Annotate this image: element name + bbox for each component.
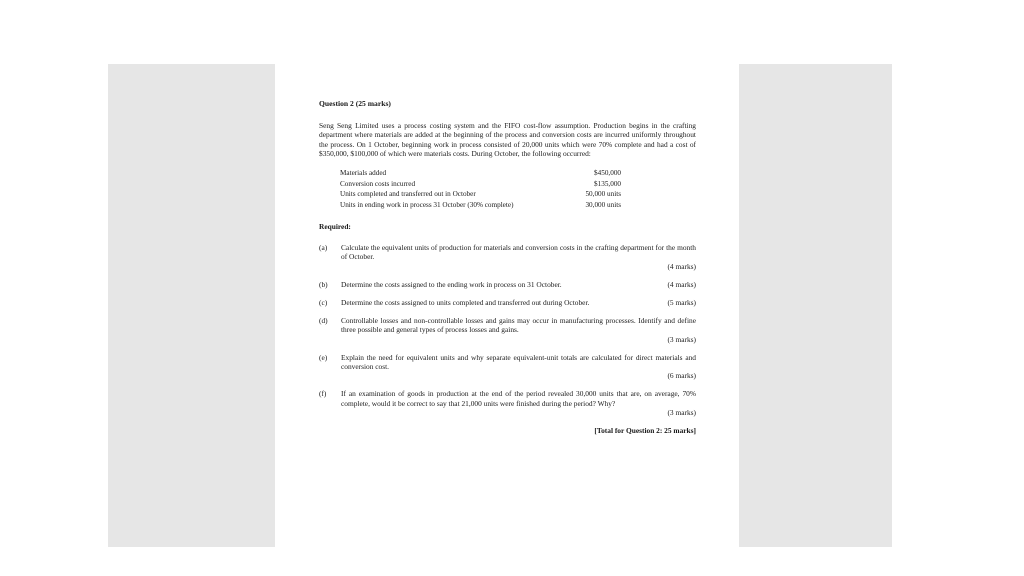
part-text: Calculate the equivalent units of production for materials and conversion costs in the crafting department for the month of October. (341, 243, 696, 262)
part-marks: (5 marks) (667, 298, 696, 308)
table-row (340, 179, 621, 190)
row-label: Conversion costs incurred (340, 179, 416, 188)
row-label: Materials added (340, 169, 387, 178)
part-a (319, 243, 696, 271)
table-row (340, 168, 621, 179)
part-d (319, 316, 696, 344)
part-text: Explain the need for equivalent units and why separate equivalent-unit totals are calculated for direct materials and conversion cost. (341, 352, 696, 372)
table-row (340, 200, 621, 211)
question-intro: Seng Seng Limited uses a process costing system and the FIFO cost-flow assumption. Production begins in the crafting department where materials are added at the beginning of the process and conversion costs are incurred uniformly throughout the process. On 1 October, beginning work in process consisted of 20,000 units which were 70% complete and had a cost of $350,000, $100,000 of which were materials costs. During October, the following occurred: (319, 121, 696, 158)
part-e (319, 353, 696, 381)
part-f (319, 389, 696, 417)
cost-data-table (340, 168, 621, 210)
part-marks: (3 marks) (667, 334, 696, 344)
part-marks: (4 marks) (667, 261, 696, 271)
question-total: [Total for Question 2: 25 marks] (594, 426, 696, 436)
document-page (275, 64, 739, 547)
part-marks: (3 marks) (667, 407, 696, 417)
question-title: Question 2 (25 marks) (319, 99, 391, 108)
row-value: 30,000 units (585, 200, 621, 209)
row-label: Units completed and transferred out in October (340, 190, 476, 199)
row-value: $135,000 (594, 179, 621, 188)
table-row (340, 189, 621, 200)
part-text: Determine the costs assigned to units completed and transferred out during October. (341, 298, 590, 308)
part-label: (d) (319, 316, 328, 326)
part-text: If an examination of goods in production at the end of the period revealed 30,000 units that are, on average, 70% complete, would it be correct to say that 21,000 units were finished during the period? Why? (341, 389, 696, 408)
part-label: (a) (319, 243, 328, 253)
right-gray-panel (739, 64, 892, 547)
part-label: (f) (319, 389, 327, 399)
part-marks: (4 marks) (667, 279, 696, 289)
part-marks: (6 marks) (667, 371, 696, 381)
part-text: Controllable losses and non-controllable losses and gains may occur in manufacturing processes. Identify and define three possible and general types of process losses and gains. (341, 316, 696, 335)
part-label: (c) (319, 298, 328, 308)
part-b (319, 280, 696, 289)
row-label: Units in ending work in process 31 October (30% complete) (340, 200, 514, 209)
required-heading: Required: (319, 222, 351, 232)
row-value: 50,000 units (585, 190, 621, 199)
left-gray-panel (108, 64, 275, 547)
question-content (319, 99, 696, 435)
part-label: (e) (319, 352, 328, 362)
part-c (319, 298, 696, 307)
part-label: (b) (319, 279, 328, 289)
part-text: Determine the costs assigned to the ending work in process on 31 October. (341, 279, 562, 289)
row-value: $450,000 (594, 169, 621, 178)
